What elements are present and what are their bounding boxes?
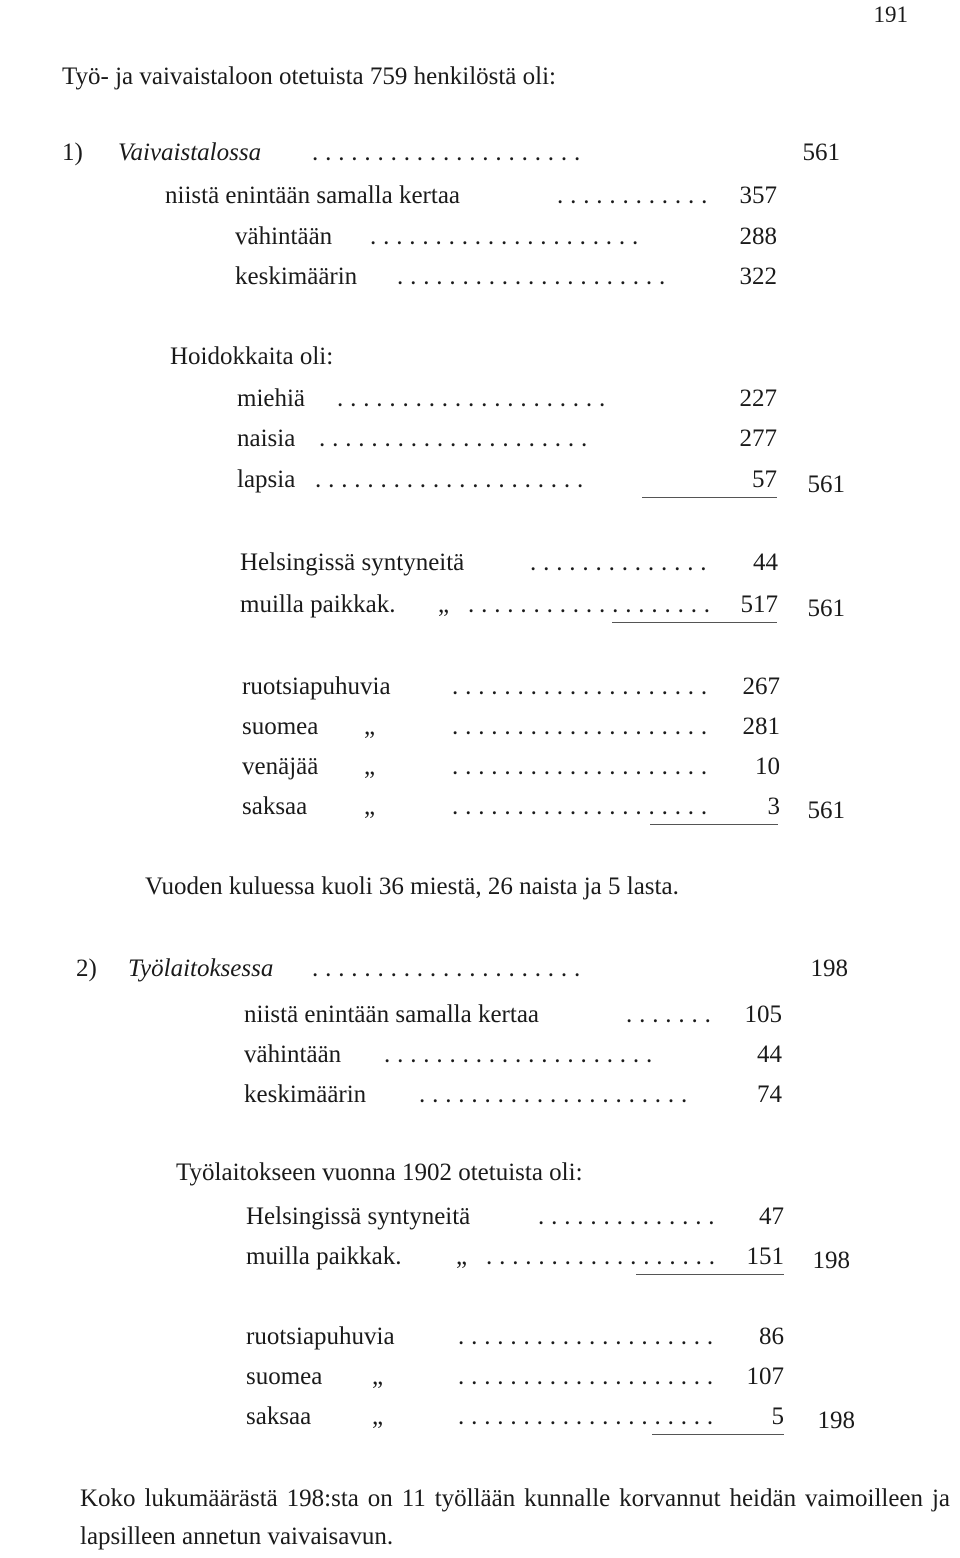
- leader-dots: . . . . . . . . . . . . . . . . . . . .: [452, 793, 708, 820]
- language-value: 86: [759, 1323, 784, 1350]
- leader-dots: . . . . . . . . . . . . . . . . . . . .: [452, 713, 708, 740]
- leader-dots: . . . . . . . . . . . . . . . . . . . .: [452, 753, 708, 780]
- leader-dots: . . . . . . . . . . . . . . . . . . . . .: [319, 425, 588, 452]
- language-label: ruotsiapuhuvia: [246, 1323, 395, 1350]
- language-row: [242, 672, 792, 702]
- birthplace-row: [240, 590, 790, 620]
- language-label: suomea: [242, 713, 319, 740]
- stat-value: 357: [739, 182, 777, 209]
- birthplace-label: muilla paikkak.: [246, 1243, 402, 1270]
- ditto-mark: „: [372, 1403, 384, 1430]
- language-row: [246, 1402, 796, 1432]
- language-value: 267: [742, 673, 780, 700]
- leader-dots: . . . . . . . . . . . . . . . . . . . . .: [312, 955, 581, 982]
- sum-rule: [650, 824, 778, 825]
- patients-row: [237, 424, 787, 454]
- section2-stat-row: [244, 1000, 794, 1030]
- birthplace-value: 517: [740, 591, 778, 618]
- section2-heading: Työlaitokseen vuonna 1902 otetuista oli:: [176, 1159, 583, 1186]
- patients-label: miehiä: [237, 385, 306, 412]
- sum-rule: [612, 622, 777, 623]
- stat-value: 74: [757, 1081, 782, 1108]
- ditto-mark: „: [364, 713, 376, 740]
- language-value: 3: [767, 793, 780, 820]
- language-value: 281: [742, 713, 780, 740]
- stat-label: niistä enintään samalla kertaa: [244, 1001, 540, 1028]
- section2-stat-row: [244, 1080, 794, 1110]
- section1-stat-row: [165, 181, 785, 211]
- section2-header: [76, 954, 856, 984]
- patients-row: [237, 465, 857, 495]
- patients-label: naisia: [237, 425, 296, 452]
- birthplace-row: [246, 1202, 796, 1232]
- sum-rule: [642, 497, 777, 498]
- section1-total: 561: [802, 139, 840, 166]
- language-label: suomea: [246, 1363, 323, 1390]
- language-row: [246, 1362, 796, 1392]
- language-row: [242, 752, 792, 782]
- section1-stat-row: [235, 222, 785, 252]
- birthplace-total: 561: [807, 595, 845, 622]
- leader-dots: . . . . . . . . . . . . . . . . . . . . .: [419, 1081, 688, 1108]
- birthplace-value: 44: [753, 549, 778, 576]
- language-total: 198: [817, 1407, 855, 1434]
- section1-index: 1): [62, 139, 83, 166]
- intro-line: Työ- ja vaivaistaloon otetuista 759 henkilöstä oli:: [62, 63, 556, 90]
- leader-dots: . . . . . . . . . . . . . . . . . . . . .: [312, 139, 581, 166]
- birthplace-value: 151: [746, 1243, 784, 1270]
- ditto-mark: „: [372, 1363, 384, 1390]
- leader-dots: . . . . . . . . . . . . . . . . . . . . .: [397, 263, 666, 290]
- language-label: venäjää: [242, 753, 319, 780]
- leader-dots: . . . . . . . . . . . . . . . . . . . . .: [315, 466, 584, 493]
- birthplace-label: muilla paikkak.: [240, 591, 396, 618]
- patients-value: 57: [752, 466, 777, 493]
- leader-dots: . . . . . . . . . . . . . . . . . . . . .: [384, 1041, 653, 1068]
- leader-dots: . . . . . . . . . . . . . . . . . . .: [468, 591, 711, 618]
- stat-label: niistä enintään samalla kertaa: [165, 182, 461, 209]
- leader-dots: . . . . . . . . . . . . . . . . . .: [486, 1243, 716, 1270]
- leader-dots: . . . . . . .: [626, 1001, 712, 1028]
- stat-value: 44: [757, 1041, 782, 1068]
- birthplace-label: Helsingissä syntyneitä: [246, 1203, 471, 1230]
- leader-dots: . . . . . . . . . . . . . . . . . . . .: [452, 673, 708, 700]
- language-label: saksaa: [242, 793, 308, 820]
- patients-heading: Hoidokkaita oli:: [170, 343, 334, 370]
- birthplace-row: [240, 548, 790, 578]
- sum-rule: [652, 1434, 784, 1435]
- ditto-mark: „: [364, 793, 376, 820]
- section1-title: Vaivaistalossa: [118, 139, 262, 166]
- leader-dots: . . . . . . . . . . . . . . . . . . . . .: [337, 385, 606, 412]
- section2-stat-row: [244, 1040, 794, 1070]
- stat-value: 322: [739, 263, 777, 290]
- patients-value: 227: [739, 385, 777, 412]
- section2-index: 2): [76, 955, 97, 982]
- language-value: 10: [755, 753, 780, 780]
- closing-paragraph: Koko lukumäärästä 198:sta on 11 työllään kunnalle korvannut heidän vaimoilleen ja lapsilleen annetun vaivaisavun.: [80, 1485, 950, 1550]
- stat-label: keskimäärin: [235, 263, 358, 290]
- leader-dots: . . . . . . . . . . . . . . . . . . . .: [458, 1403, 714, 1430]
- birthplace-row: [246, 1242, 796, 1272]
- leader-dots: . . . . . . . . . . . .: [557, 182, 708, 209]
- stat-value: 105: [744, 1001, 782, 1028]
- language-row: [242, 712, 792, 742]
- patients-label: lapsia: [237, 466, 296, 493]
- leader-dots: . . . . . . . . . . . . . .: [530, 549, 707, 576]
- section1-stat-row: [235, 262, 785, 292]
- stat-label: vähintään: [235, 223, 333, 250]
- language-label: saksaa: [246, 1403, 312, 1430]
- section1-header: [62, 138, 852, 168]
- leader-dots: . . . . . . . . . . . . . .: [538, 1203, 715, 1230]
- section2-title: Työlaitoksessa: [128, 955, 274, 982]
- patients-value: 277: [739, 425, 777, 452]
- language-row: [246, 1322, 796, 1352]
- stat-label: vähintään: [244, 1041, 342, 1068]
- ditto-mark: „: [438, 591, 450, 618]
- leader-dots: . . . . . . . . . . . . . . . . . . . .: [458, 1363, 714, 1390]
- language-label: ruotsiapuhuvia: [242, 673, 391, 700]
- language-total: 561: [807, 797, 845, 824]
- ditto-mark: „: [364, 753, 376, 780]
- deaths-line: Vuoden kuluessa kuoli 36 miestä, 26 naista ja 5 lasta.: [145, 873, 679, 900]
- birthplace-label: Helsingissä syntyneitä: [240, 549, 465, 576]
- patients-row: [237, 384, 787, 414]
- page-number: 191: [873, 2, 908, 27]
- sum-rule: [636, 1274, 784, 1275]
- leader-dots: . . . . . . . . . . . . . . . . . . . .: [458, 1323, 714, 1350]
- stat-label: keskimäärin: [244, 1081, 367, 1108]
- ditto-mark: „: [456, 1243, 468, 1270]
- birthplace-value: 47: [759, 1203, 784, 1230]
- language-row: [242, 792, 792, 822]
- patients-total: 561: [807, 471, 845, 498]
- language-value: 107: [746, 1363, 784, 1390]
- stat-value: 288: [739, 223, 777, 250]
- birthplace-total: 198: [812, 1247, 850, 1274]
- section2-total: 198: [810, 955, 848, 982]
- leader-dots: . . . . . . . . . . . . . . . . . . . . .: [370, 223, 639, 250]
- language-value: 5: [771, 1403, 784, 1430]
